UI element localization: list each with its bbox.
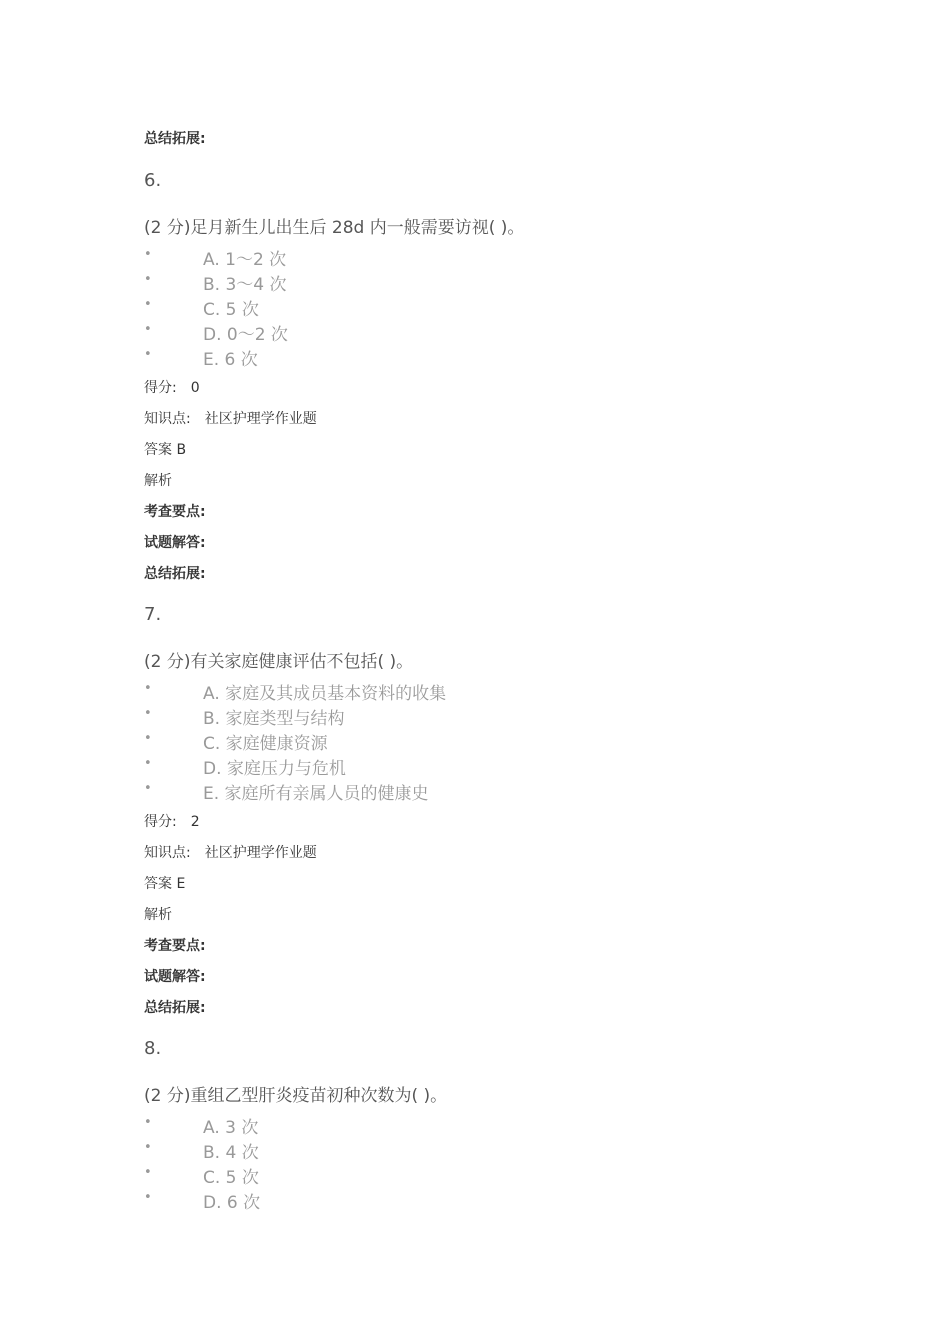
knowledge-label: 知识点: bbox=[144, 411, 191, 427]
score-value: 0 bbox=[190, 380, 200, 396]
question-number: 8. bbox=[144, 1038, 162, 1059]
option-bullet: • bbox=[144, 731, 152, 746]
option-c[interactable]: C. 5 次 bbox=[203, 1168, 259, 1188]
answer-row bbox=[144, 873, 185, 893]
solution-label: 试题解答: bbox=[144, 535, 206, 551]
question-number: 6. bbox=[144, 170, 162, 191]
option-bullet: • bbox=[144, 706, 152, 721]
question-text: (2 分)足月新生儿出生后 28d 内一般需要访视( )。 bbox=[144, 218, 525, 238]
option-bullet: • bbox=[144, 681, 152, 696]
answer-value: B bbox=[176, 442, 187, 458]
score-label: 得分: bbox=[144, 380, 177, 396]
option-e[interactable]: E. 家庭所有亲属人员的健康史 bbox=[203, 784, 429, 804]
question-number: 7. bbox=[144, 604, 162, 625]
option-bullet: • bbox=[144, 347, 152, 362]
summary-label: 总结拓展: bbox=[144, 1000, 206, 1016]
knowledge-value: 社区护理学作业题 bbox=[204, 845, 317, 861]
score-value: 2 bbox=[190, 814, 200, 830]
option-c[interactable]: C. 家庭健康资源 bbox=[203, 734, 328, 754]
option-c[interactable]: C. 5 次 bbox=[203, 300, 259, 320]
score-row bbox=[144, 377, 200, 397]
option-d[interactable]: D. 6 次 bbox=[203, 1193, 261, 1213]
exam-points-label: 考查要点: bbox=[144, 504, 206, 520]
exam-points-label: 考查要点: bbox=[144, 938, 206, 954]
option-a[interactable]: A. 3 次 bbox=[203, 1118, 259, 1138]
knowledge-value: 社区护理学作业题 bbox=[204, 411, 317, 427]
summary-label: 总结拓展: bbox=[144, 566, 206, 582]
option-bullet: • bbox=[144, 781, 152, 796]
score-label: 得分: bbox=[144, 814, 177, 830]
prev-summary-label: 总结拓展: bbox=[144, 131, 206, 147]
option-e[interactable]: E. 6 次 bbox=[203, 350, 258, 370]
analysis-label: 解析 bbox=[144, 473, 172, 489]
option-bullet: • bbox=[144, 1165, 152, 1180]
solution-label: 试题解答: bbox=[144, 969, 206, 985]
question-text: (2 分)重组乙型肝炎疫苗初种次数为( )。 bbox=[144, 1086, 448, 1106]
score-row bbox=[144, 811, 200, 831]
option-a[interactable]: A. 家庭及其成员基本资料的收集 bbox=[203, 684, 447, 704]
answer-value: E bbox=[176, 876, 186, 892]
knowledge-row bbox=[144, 408, 317, 428]
option-bullet: • bbox=[144, 322, 152, 337]
option-a[interactable]: A. 1～2 次 bbox=[203, 250, 287, 270]
option-d[interactable]: D. 0～2 次 bbox=[203, 325, 288, 345]
knowledge-row bbox=[144, 842, 317, 862]
question-text: (2 分)有关家庭健康评估不包括( )。 bbox=[144, 652, 414, 672]
option-bullet: • bbox=[144, 247, 152, 262]
option-b[interactable]: B. 4 次 bbox=[203, 1143, 259, 1163]
answer-label: 答案 bbox=[144, 442, 172, 458]
option-b[interactable]: B. 家庭类型与结构 bbox=[203, 709, 345, 729]
option-bullet: • bbox=[144, 756, 152, 771]
answer-label: 答案 bbox=[144, 876, 172, 892]
answer-row bbox=[144, 439, 186, 459]
option-bullet: • bbox=[144, 272, 152, 287]
option-b[interactable]: B. 3～4 次 bbox=[203, 275, 287, 295]
option-bullet: • bbox=[144, 1190, 152, 1205]
option-bullet: • bbox=[144, 297, 152, 312]
option-d[interactable]: D. 家庭压力与危机 bbox=[203, 759, 346, 779]
option-bullet: • bbox=[144, 1115, 152, 1130]
analysis-label: 解析 bbox=[144, 907, 172, 923]
knowledge-label: 知识点: bbox=[144, 845, 191, 861]
option-bullet: • bbox=[144, 1140, 152, 1155]
